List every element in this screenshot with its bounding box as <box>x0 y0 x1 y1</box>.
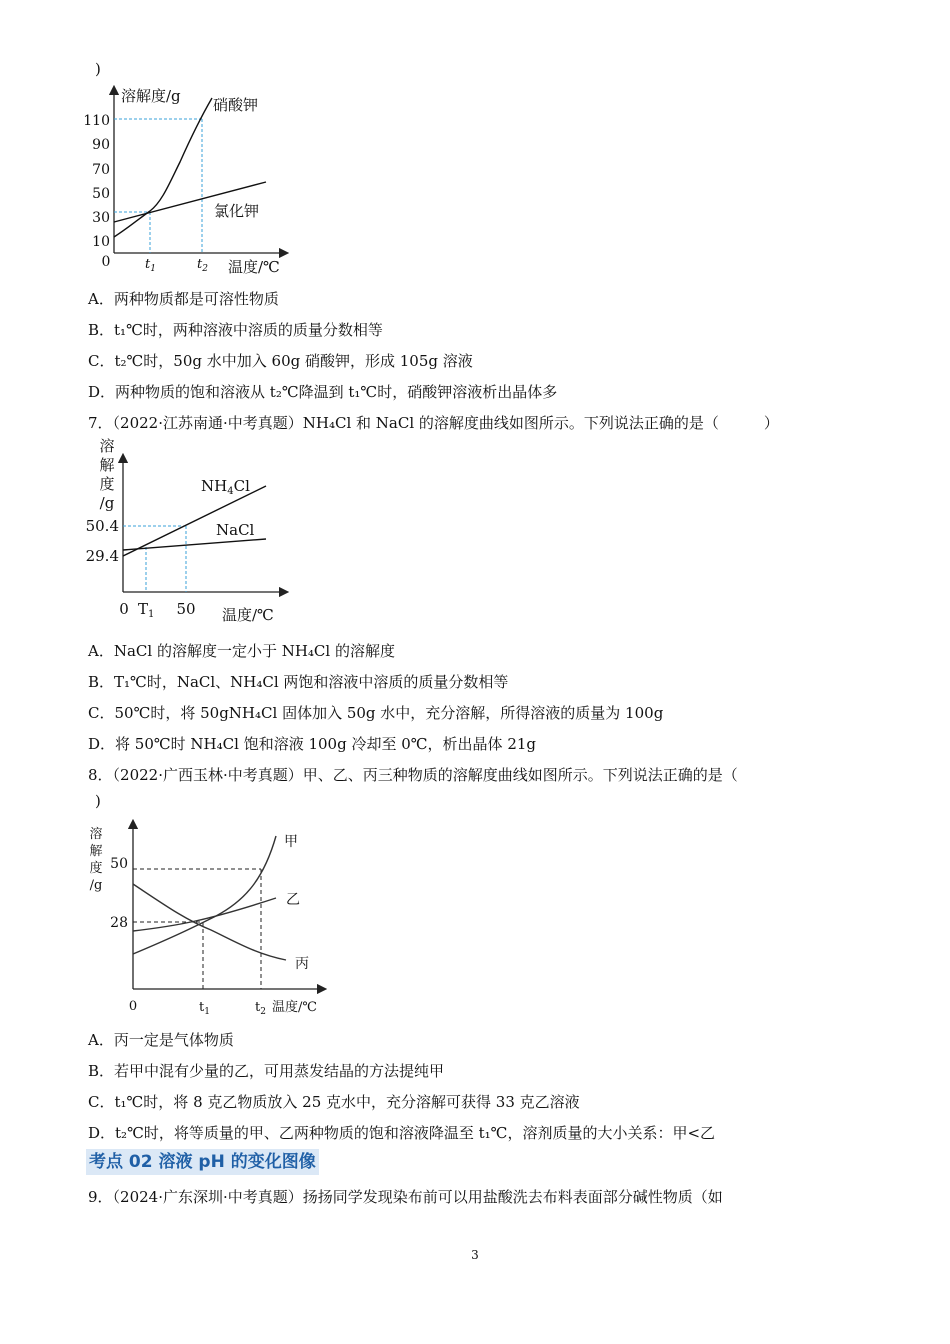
y-tick: 90 <box>92 137 110 153</box>
y-tick: 29.4 <box>85 547 119 565</box>
y-tick: 110 <box>83 113 110 129</box>
q6-option-d: D．两种物质的饱和溶液从 t₂℃降温到 t₁℃时，硝酸钾溶液析出晶体多 <box>88 383 558 401</box>
q8-option-c: C．t₁℃时，将 8 克乙物质放入 25 克水中，充分溶解可获得 33 克乙溶液 <box>88 1093 580 1111</box>
q6-stem-continuation: ) <box>95 60 101 78</box>
x-axis-label: 温度/℃ <box>228 258 280 276</box>
x-tick-t1: $T_1$ <box>138 600 155 620</box>
y-tick: 30 <box>92 210 110 226</box>
q8-stem-continuation: ) <box>95 792 101 810</box>
y-tick: 28 <box>110 915 128 931</box>
y-axis-label: 溶解度/g <box>121 87 181 105</box>
q8-option-a: A．丙一定是气体物质 <box>88 1031 234 1049</box>
page-number: 3 <box>471 1248 479 1262</box>
jia-curve <box>133 836 276 954</box>
series-label-nh4cl: $NH_4Cl$ <box>201 477 250 497</box>
section-heading: 考点 02 溶液 pH 的变化图像 <box>86 1149 319 1175</box>
q8-option-b: B．若甲中混有少量的乙，可用蒸发结晶的方法提纯甲 <box>88 1062 445 1080</box>
x-tick-t1: $t_1$ <box>145 257 156 274</box>
y-tick: 50 <box>92 186 110 202</box>
q7-option-d: D．将 50℃时 NH₄Cl 饱和溶液 100g 冷却至 0℃，析出晶体 21g <box>88 735 537 753</box>
origin-label: 0 <box>128 999 138 1014</box>
y-axis-label: /g <box>89 878 103 893</box>
y-axis-label: 解 <box>89 844 103 859</box>
series-label-kcl: 氯化钾 <box>214 202 260 220</box>
y-axis-label: 溶 <box>89 827 103 842</box>
q7-option-c: C．50℃时，将 50gNH₄Cl 固体加入 50g 水中，充分溶解，所得溶液的质量为 100g <box>88 704 664 722</box>
q8-option-d: D．t₂℃时，将等质量的甲、乙两种物质的饱和溶液降温至 t₁℃，溶剂质量的大小关系：甲<乙 <box>88 1124 716 1142</box>
yi-curve <box>133 898 276 931</box>
x-axis-label: 温度/℃ <box>272 1000 317 1015</box>
x-tick-50: 50 <box>176 600 196 618</box>
series-label-kno3: 硝酸钾 <box>213 96 259 114</box>
q7-option-b: B．T₁℃时，NaCl、NH₄Cl 两饱和溶液中溶质的质量分数相等 <box>88 673 509 691</box>
series-label-bing: 丙 <box>295 956 309 972</box>
nacl-curve <box>123 539 266 550</box>
q6-option-a: A．两种物质都是可溶性物质 <box>88 290 279 308</box>
q7-stem: 7．（2022·江苏南通·中考真题）NH₄Cl 和 NaCl 的溶解度曲线如图所示。下列说法正确的是（ ） <box>88 414 779 432</box>
y-axis-label: 溶 <box>99 437 115 455</box>
x-tick-t2: $t_2$ <box>197 257 208 274</box>
y-tick: 10 <box>92 234 110 250</box>
q8-solubility-chart <box>86 818 331 1023</box>
q7-option-a: A．NaCl 的溶解度一定小于 NH₄Cl 的溶解度 <box>88 642 395 660</box>
q6-option-b: B．t₁℃时，两种溶液中溶质的质量分数相等 <box>88 321 383 339</box>
q7-solubility-chart <box>85 434 298 626</box>
y-axis-label: /g <box>99 494 115 512</box>
y-tick: 70 <box>92 162 110 178</box>
series-label-jia: 甲 <box>284 834 298 850</box>
y-axis-label: 解 <box>99 456 115 474</box>
series-label-yi: 乙 <box>286 892 300 908</box>
q6-option-c: C．t₂℃时，50g 水中加入 60g 硝酸钾，形成 105g 溶液 <box>88 352 473 370</box>
y-tick: 50 <box>110 856 128 872</box>
q6-solubility-chart <box>83 82 308 282</box>
q8-stem: 8．（2022·广西玉林·中考真题）甲、乙、丙三种物质的溶解度曲线如图所示。下列说法正确的是（ <box>88 766 738 784</box>
x-tick-t1: $t_1$ <box>199 1000 210 1017</box>
y-axis-label: 度 <box>99 475 115 493</box>
y-axis-label: 度 <box>89 861 103 876</box>
q9-stem: 9．（2024·广东深圳·中考真题）扬扬同学发现染布前可以用盐酸洗去布料表面部分碱性物质（如 <box>88 1188 723 1206</box>
x-tick-t2: $t_2$ <box>255 1000 266 1017</box>
kno3-curve <box>114 98 212 237</box>
y-tick: 50.4 <box>85 517 119 535</box>
origin-label: 0 <box>101 254 111 270</box>
series-label-nacl: NaCl <box>216 521 255 539</box>
x-axis-label: 温度/℃ <box>222 606 274 624</box>
origin-label: 0 <box>119 600 129 618</box>
